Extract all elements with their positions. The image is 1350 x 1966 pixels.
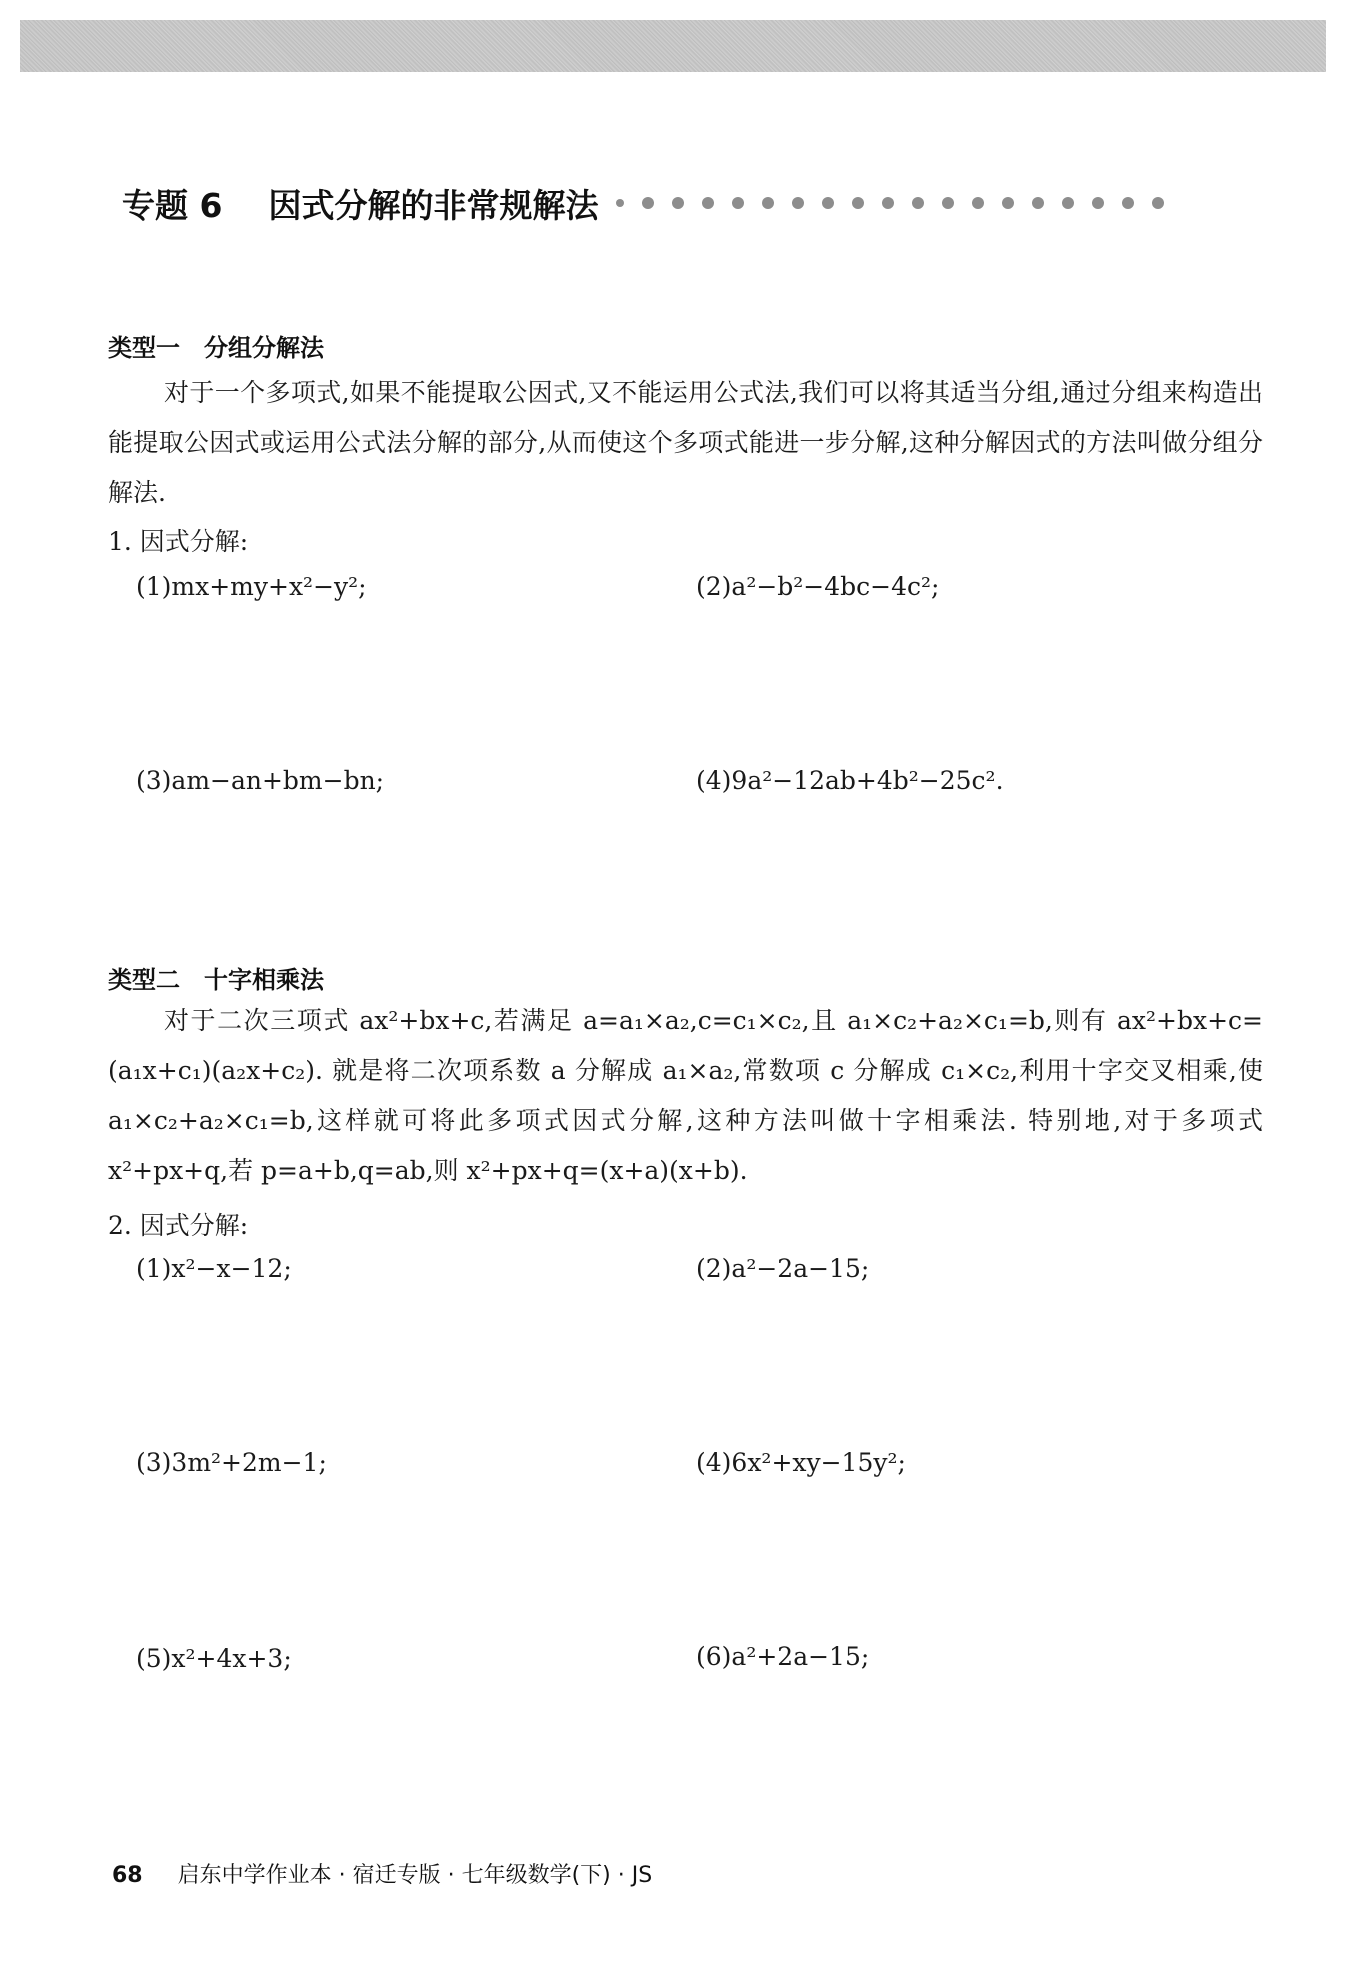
problem-2-6: (6)a²+2a−15; — [696, 1642, 870, 1671]
dot-icon — [852, 197, 864, 209]
problem-1-4: (4)9a²−12ab+4b²−25c². — [696, 766, 1004, 795]
topic-header — [122, 178, 1332, 228]
dot-icon — [972, 197, 984, 209]
dot-icon — [1122, 197, 1134, 209]
dot-icon — [1152, 197, 1164, 209]
dot-icon — [762, 197, 774, 209]
section1-title: 类型一 分组分解法 — [108, 334, 324, 362]
scan-top-border — [20, 20, 1326, 72]
topic-title: 因式分解的非常规解法 — [268, 185, 599, 225]
problem-2-3: (3)3m²+2m−1; — [136, 1448, 327, 1477]
dot-icon — [822, 197, 834, 209]
page-footer — [112, 1858, 652, 1889]
problem-2-1: (1)x²−x−12; — [136, 1254, 292, 1283]
question1-heading: 1. 因式分解: — [108, 527, 249, 556]
dot-icon — [1092, 197, 1104, 209]
problem-2-4: (4)6x²+xy−15y²; — [696, 1448, 906, 1477]
dot-icon — [1062, 197, 1074, 209]
dot-icon — [882, 197, 894, 209]
section2-intro: 对于二次三项式 ax²+bx+c,若满足 a=a₁×a₂,c=c₁×c₂,且 a₁×c₂+a₂×c₁=b,则有 ax²+bx+c=(a₁x+c₁)(a₂x+c₂). 就是将二次项系数 a 分解成 a₁×a₂,常数项 c 分解成 c₁×c₂,利用十字交叉相乘,使 a₁×c₂+a₂×c₁=b,这样就可将此多项式因式分解,这种方法叫做十字相乘法. 特别地,对于多项式 x²+px+q,若 p=a+b,q=ab,则 x²+px+q=(x+a)(x+b). — [108, 1006, 1263, 1185]
problem-1-2: (2)a²−b²−4bc−4c²; — [696, 572, 940, 601]
dot-icon — [1002, 197, 1014, 209]
dot-icon — [672, 197, 684, 209]
page-number: 68 — [112, 1863, 143, 1888]
dot-icon — [616, 199, 624, 207]
question2-heading: 2. 因式分解: — [108, 1211, 249, 1240]
dot-icon — [642, 197, 654, 209]
section1-intro: 对于一个多项式,如果不能提取公因式,又不能运用公式法,我们可以将其适当分组,通过分组来构造出能提取公因式或运用公式法分解的部分,从而使这个多项式能进一步分解,这种分解因式的方法叫做分组分解法. — [108, 378, 1263, 507]
book-title: 启东中学作业本 · 宿迁专版 · 七年级数学(下) · JS — [177, 1863, 653, 1888]
dot-icon — [942, 197, 954, 209]
dot-icon — [732, 197, 744, 209]
dot-icon — [792, 197, 804, 209]
dot-icon — [702, 197, 714, 209]
problem-2-2: (2)a²−2a−15; — [696, 1254, 870, 1283]
dot-icon — [912, 197, 924, 209]
problem-2-5: (5)x²+4x+3; — [136, 1644, 292, 1673]
problem-1-3: (3)am−an+bm−bn; — [136, 766, 385, 795]
section2-title: 类型二 十字相乘法 — [108, 966, 324, 994]
decorative-dots — [616, 197, 1164, 209]
problem-1-1: (1)mx+my+x²−y²; — [136, 572, 367, 601]
topic-label: 专题 6 — [122, 185, 223, 225]
dot-icon — [1032, 197, 1044, 209]
